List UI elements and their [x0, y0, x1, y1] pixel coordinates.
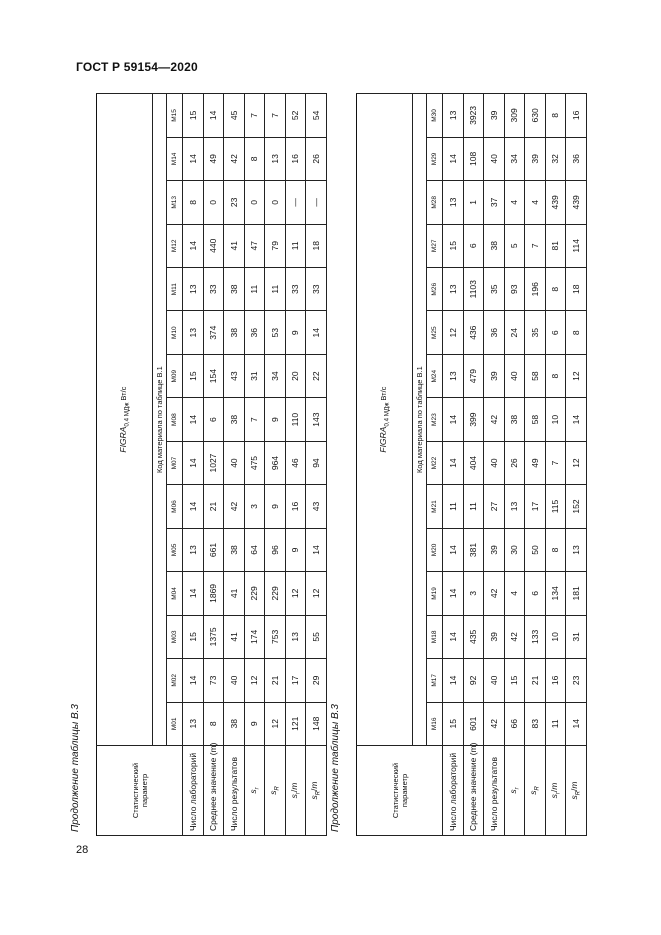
table-cell: 13: [443, 181, 464, 224]
metric-units: Вт/с: [119, 386, 129, 401]
material-code: M10: [167, 311, 183, 354]
metric-name: FIGRA: [378, 426, 389, 453]
material-code: M06: [167, 485, 183, 528]
table-cell: 58: [525, 354, 546, 397]
table-cell: 10: [545, 398, 566, 441]
table-cell: 601: [463, 702, 484, 745]
table-cell: 9: [244, 702, 265, 745]
table-cell: 14: [306, 528, 327, 571]
table-row: [244, 94, 265, 836]
table-cell: 196: [525, 268, 546, 311]
material-code: M21: [427, 485, 443, 528]
table-cell: 399: [463, 398, 484, 441]
table-cell: 49: [203, 137, 224, 180]
data-table-2: [356, 93, 587, 836]
table-cell: 11: [285, 224, 306, 267]
material-code: M08: [167, 398, 183, 441]
table-cell: 0: [244, 181, 265, 224]
table-cell: 134: [545, 572, 566, 615]
table-cell: 96: [265, 528, 286, 571]
page-number: 28: [76, 844, 89, 856]
table-cell: 50: [525, 528, 546, 571]
material-code: M15: [167, 94, 183, 137]
table-cell: 152: [566, 485, 587, 528]
table-cell: 32: [545, 137, 566, 180]
material-code: M11: [167, 268, 183, 311]
table-cell: 17: [285, 659, 306, 702]
table-cell: 16: [545, 659, 566, 702]
table-cell: 34: [504, 137, 525, 180]
table-cell: 7: [244, 398, 265, 441]
table-cell: 14: [306, 311, 327, 354]
table-row: [285, 94, 306, 836]
table-cell: 148: [306, 702, 327, 745]
table-cell: 8: [183, 181, 204, 224]
table-row: [504, 94, 525, 836]
table-cell: 12: [265, 702, 286, 745]
material-code: M22: [427, 441, 443, 484]
material-code: M28: [427, 181, 443, 224]
table-cell: 18: [306, 224, 327, 267]
table-cell: 114: [566, 224, 587, 267]
table-cell: 7: [244, 94, 265, 137]
table-cell: 38: [224, 398, 245, 441]
table-cell: 35: [525, 311, 546, 354]
table-cell: 14: [566, 398, 587, 441]
table-cell: 661: [203, 528, 224, 571]
table-cell: 14: [183, 398, 204, 441]
table-cell: 49: [525, 441, 546, 484]
table-cell: 22: [306, 354, 327, 397]
table-cell: 38: [224, 702, 245, 745]
table-cell: 8: [203, 702, 224, 745]
table-cell: 8: [566, 311, 587, 354]
table-cell: 14: [183, 441, 204, 484]
table-cell: 4: [525, 181, 546, 224]
table-cell: 40: [224, 441, 245, 484]
table-row: [463, 94, 484, 836]
table-cell: 30: [504, 528, 525, 571]
table-row: [525, 94, 546, 836]
table-cell: 33: [203, 268, 224, 311]
table-cell: 12: [566, 354, 587, 397]
header-row: [357, 94, 413, 836]
table-cell: 55: [306, 615, 327, 658]
material-code: M09: [167, 354, 183, 397]
table-cell: 33: [306, 268, 327, 311]
table-cell: 42: [224, 137, 245, 180]
material-code: M27: [427, 224, 443, 267]
row-label: Число лабораторий: [443, 746, 464, 836]
table-cell: 1103: [463, 268, 484, 311]
table-cell: 38: [224, 268, 245, 311]
row-label: Число результатов: [484, 746, 505, 836]
table-row: [265, 94, 286, 836]
table-cell: 40: [504, 354, 525, 397]
material-code: M20: [427, 528, 443, 571]
material-code: M23: [427, 398, 443, 441]
table-cell: 39: [484, 354, 505, 397]
material-code: M16: [427, 702, 443, 745]
table-cell: 38: [484, 224, 505, 267]
table-cell: 108: [463, 137, 484, 180]
table-cell: 12: [285, 572, 306, 615]
table-cell: 4: [504, 181, 525, 224]
table-cell: 13: [443, 268, 464, 311]
table-cell: 79: [265, 224, 286, 267]
material-code: M07: [167, 441, 183, 484]
stat-param-header: Статистический параметр: [357, 746, 443, 836]
table-cell: 83: [525, 702, 546, 745]
subheader-row: [153, 94, 167, 836]
metric-header: [357, 94, 413, 746]
table-continuation-label-1: Продолжение таблицы В.3: [70, 704, 81, 832]
table-cell: 13: [183, 311, 204, 354]
row-label: $s_R/m$: [306, 746, 327, 836]
table-cell: 38: [224, 528, 245, 571]
row-label: $s_r/m$: [285, 746, 306, 836]
row-label: $s_R$: [525, 746, 546, 836]
table-cell: 31: [566, 615, 587, 658]
table-cell: 8: [545, 94, 566, 137]
table-cell: 374: [203, 311, 224, 354]
table-cell: 174: [244, 615, 265, 658]
table-cell: 37: [484, 181, 505, 224]
table-row: [566, 94, 587, 836]
table-cell: 66: [504, 702, 525, 745]
table-row: [443, 94, 464, 836]
table-cell: 38: [504, 398, 525, 441]
table-cell: 8: [244, 137, 265, 180]
table-cell: 81: [545, 224, 566, 267]
table-cell: 42: [484, 398, 505, 441]
row-label: $s_r$: [244, 746, 265, 836]
material-code: M18: [427, 615, 443, 658]
material-code-header: Код материала по таблице В.1: [153, 94, 167, 746]
table-cell: 3: [244, 485, 265, 528]
table-cell: 8: [545, 528, 566, 571]
table-cell: 41: [224, 224, 245, 267]
material-code: M12: [167, 224, 183, 267]
table-cell: 1027: [203, 441, 224, 484]
table-cell: 1869: [203, 572, 224, 615]
table-cell: 41: [224, 615, 245, 658]
table-cell: 14: [443, 659, 464, 702]
table-cell: 33: [285, 268, 306, 311]
table-cell: 229: [265, 572, 286, 615]
table-cell: 14: [443, 615, 464, 658]
table-row: [203, 94, 224, 836]
table-cell: 309: [504, 94, 525, 137]
table-cell: 7: [265, 94, 286, 137]
metric-subscript: 0,4 МДж: [383, 402, 391, 427]
table-cell: 13: [566, 528, 587, 571]
table-cell: 93: [504, 268, 525, 311]
document-header: ГОСТ Р 59154—2020: [76, 60, 198, 74]
table-cell: 42: [484, 572, 505, 615]
material-code: M01: [167, 702, 183, 745]
table-continuation-label-2: Продолжение таблицы В.3: [330, 704, 341, 832]
row-label: $s_R$: [265, 746, 286, 836]
material-code: M03: [167, 615, 183, 658]
table-cell: 7: [525, 224, 546, 267]
table-cell: 21: [265, 659, 286, 702]
table-cell: 11: [443, 485, 464, 528]
table-cell: 7: [545, 441, 566, 484]
table-cell: 39: [484, 94, 505, 137]
metric-header: [97, 94, 153, 746]
table-cell: 45: [224, 94, 245, 137]
table-cell: 14: [443, 572, 464, 615]
table-cell: 9: [265, 398, 286, 441]
table-row: [183, 94, 204, 836]
table-cell: 6: [525, 572, 546, 615]
table-cell: 12: [443, 311, 464, 354]
table-row: [224, 94, 245, 836]
table-cell: 43: [224, 354, 245, 397]
table-cell: —: [285, 181, 306, 224]
table-row: [306, 94, 327, 836]
table-cell: 15: [183, 94, 204, 137]
table-cell: 47: [244, 224, 265, 267]
table-cell: 42: [484, 702, 505, 745]
table-cell: 36: [244, 311, 265, 354]
table-cell: 16: [285, 485, 306, 528]
row-label: Число лабораторий: [183, 746, 204, 836]
table-cell: 13: [265, 137, 286, 180]
table-cell: 39: [484, 528, 505, 571]
table-cell: 34: [265, 354, 286, 397]
table-cell: 436: [463, 311, 484, 354]
table-cell: 13: [443, 94, 464, 137]
row-label: $s_r$: [504, 746, 525, 836]
row-label: Среднее значение (m): [463, 746, 484, 836]
row-label: Среднее значение (m): [203, 746, 224, 836]
table-row: [484, 94, 505, 836]
table-cell: 12: [306, 572, 327, 615]
table-cell: 40: [224, 659, 245, 702]
table-cell: 11: [265, 268, 286, 311]
table-cell: 36: [566, 137, 587, 180]
table-cell: 38: [224, 311, 245, 354]
material-code: M29: [427, 137, 443, 180]
material-code: M25: [427, 311, 443, 354]
table-cell: 154: [203, 354, 224, 397]
metric-units: Вт/с: [379, 386, 389, 401]
table-cell: 9: [285, 311, 306, 354]
table-cell: 6: [545, 311, 566, 354]
table-cell: 23: [224, 181, 245, 224]
table-cell: 94: [306, 441, 327, 484]
header-row: [97, 94, 153, 836]
table-cell: 26: [306, 137, 327, 180]
table-cell: 40: [484, 659, 505, 702]
table-cell: 475: [244, 441, 265, 484]
table-cell: 31: [244, 354, 265, 397]
code-row: [427, 94, 443, 836]
table-cell: 16: [566, 94, 587, 137]
table-2-rotated: [356, 94, 586, 836]
table-cell: 14: [443, 137, 464, 180]
table-cell: 439: [545, 181, 566, 224]
table-cell: 6: [463, 224, 484, 267]
table-cell: 58: [525, 398, 546, 441]
table-cell: 36: [484, 311, 505, 354]
table-cell: 35: [484, 268, 505, 311]
table-cell: 381: [463, 528, 484, 571]
table-cell: 39: [484, 615, 505, 658]
table-cell: 143: [306, 398, 327, 441]
metric-subscript: 0,4 МДж: [123, 402, 131, 427]
table-cell: 41: [224, 572, 245, 615]
table-cell: 1: [463, 181, 484, 224]
material-code: M26: [427, 268, 443, 311]
material-code: M13: [167, 181, 183, 224]
table-cell: 13: [183, 268, 204, 311]
table-cell: 4: [504, 572, 525, 615]
row-label: $s_R/m$: [566, 746, 587, 836]
table-cell: 479: [463, 354, 484, 397]
table-cell: 8: [545, 354, 566, 397]
metric-name: FIGRA: [118, 426, 129, 453]
table-cell: 1375: [203, 615, 224, 658]
table-cell: 435: [463, 615, 484, 658]
table-cell: 14: [183, 485, 204, 528]
table-cell: 14: [566, 702, 587, 745]
material-code: M19: [427, 572, 443, 615]
table-cell: 14: [183, 137, 204, 180]
table-cell: 9: [265, 485, 286, 528]
table-cell: 14: [443, 441, 464, 484]
table-cell: 53: [265, 311, 286, 354]
table-cell: 15: [443, 224, 464, 267]
table-cell: 14: [183, 572, 204, 615]
table-cell: 29: [306, 659, 327, 702]
table-cell: 26: [504, 441, 525, 484]
table-cell: 27: [484, 485, 505, 528]
code-row: [167, 94, 183, 836]
table-cell: 40: [484, 137, 505, 180]
data-table-1: [96, 93, 327, 836]
table-cell: 439: [566, 181, 587, 224]
table-cell: 8: [545, 268, 566, 311]
table-cell: 753: [265, 615, 286, 658]
material-code: M04: [167, 572, 183, 615]
table-cell: 115: [545, 485, 566, 528]
table-cell: 14: [183, 659, 204, 702]
table-cell: 229: [244, 572, 265, 615]
table-row: [545, 94, 566, 836]
table-cell: 16: [285, 137, 306, 180]
table-cell: 54: [306, 94, 327, 137]
table-cell: 39: [525, 137, 546, 180]
table-cell: 13: [443, 354, 464, 397]
table-cell: 13: [285, 615, 306, 658]
table-cell: 181: [566, 572, 587, 615]
table-cell: 11: [463, 485, 484, 528]
material-code: M24: [427, 354, 443, 397]
table-cell: 440: [203, 224, 224, 267]
table-cell: 21: [203, 485, 224, 528]
table-cell: 110: [285, 398, 306, 441]
stat-param-header: Статистический параметр: [97, 746, 183, 836]
material-code: M30: [427, 94, 443, 137]
table-cell: 42: [504, 615, 525, 658]
table-cell: 24: [504, 311, 525, 354]
table-cell: 12: [566, 441, 587, 484]
table-cell: 0: [203, 181, 224, 224]
table-cell: 0: [265, 181, 286, 224]
table-cell: 15: [183, 354, 204, 397]
row-label: $s_r/m$: [545, 746, 566, 836]
table-cell: 17: [525, 485, 546, 528]
table-cell: 18: [566, 268, 587, 311]
table-cell: 40: [484, 441, 505, 484]
table-cell: 13: [183, 702, 204, 745]
table-cell: 14: [183, 224, 204, 267]
table-cell: 11: [244, 268, 265, 311]
table-cell: 43: [306, 485, 327, 528]
table-cell: 13: [183, 528, 204, 571]
table-cell: 73: [203, 659, 224, 702]
material-code: M17: [427, 659, 443, 702]
material-code: M05: [167, 528, 183, 571]
table-cell: 52: [285, 94, 306, 137]
table-cell: 42: [224, 485, 245, 528]
table-cell: 46: [285, 441, 306, 484]
table-cell: 121: [285, 702, 306, 745]
table-cell: 964: [265, 441, 286, 484]
table-cell: 630: [525, 94, 546, 137]
table-cell: 10: [545, 615, 566, 658]
row-label: Число результатов: [224, 746, 245, 836]
table-cell: 404: [463, 441, 484, 484]
table-cell: 6: [203, 398, 224, 441]
table-cell: 133: [525, 615, 546, 658]
table-cell: 14: [443, 398, 464, 441]
table-cell: 23: [566, 659, 587, 702]
material-code-header: Код материала по таблице В.1: [413, 94, 427, 746]
table-cell: 3923: [463, 94, 484, 137]
table-cell: 3: [463, 572, 484, 615]
table-cell: 64: [244, 528, 265, 571]
table-cell: 14: [443, 528, 464, 571]
material-code: M14: [167, 137, 183, 180]
table-cell: 20: [285, 354, 306, 397]
table-cell: 11: [545, 702, 566, 745]
table-cell: 12: [244, 659, 265, 702]
table-cell: 15: [504, 659, 525, 702]
table-cell: 9: [285, 528, 306, 571]
table-cell: 92: [463, 659, 484, 702]
table-cell: 14: [203, 94, 224, 137]
table-cell: —: [306, 181, 327, 224]
table-cell: 15: [183, 615, 204, 658]
table-1-rotated: [96, 94, 326, 836]
material-code: M02: [167, 659, 183, 702]
table-cell: 13: [504, 485, 525, 528]
subheader-row: [413, 94, 427, 836]
table-cell: 15: [443, 702, 464, 745]
table-cell: 5: [504, 224, 525, 267]
table-cell: 21: [525, 659, 546, 702]
